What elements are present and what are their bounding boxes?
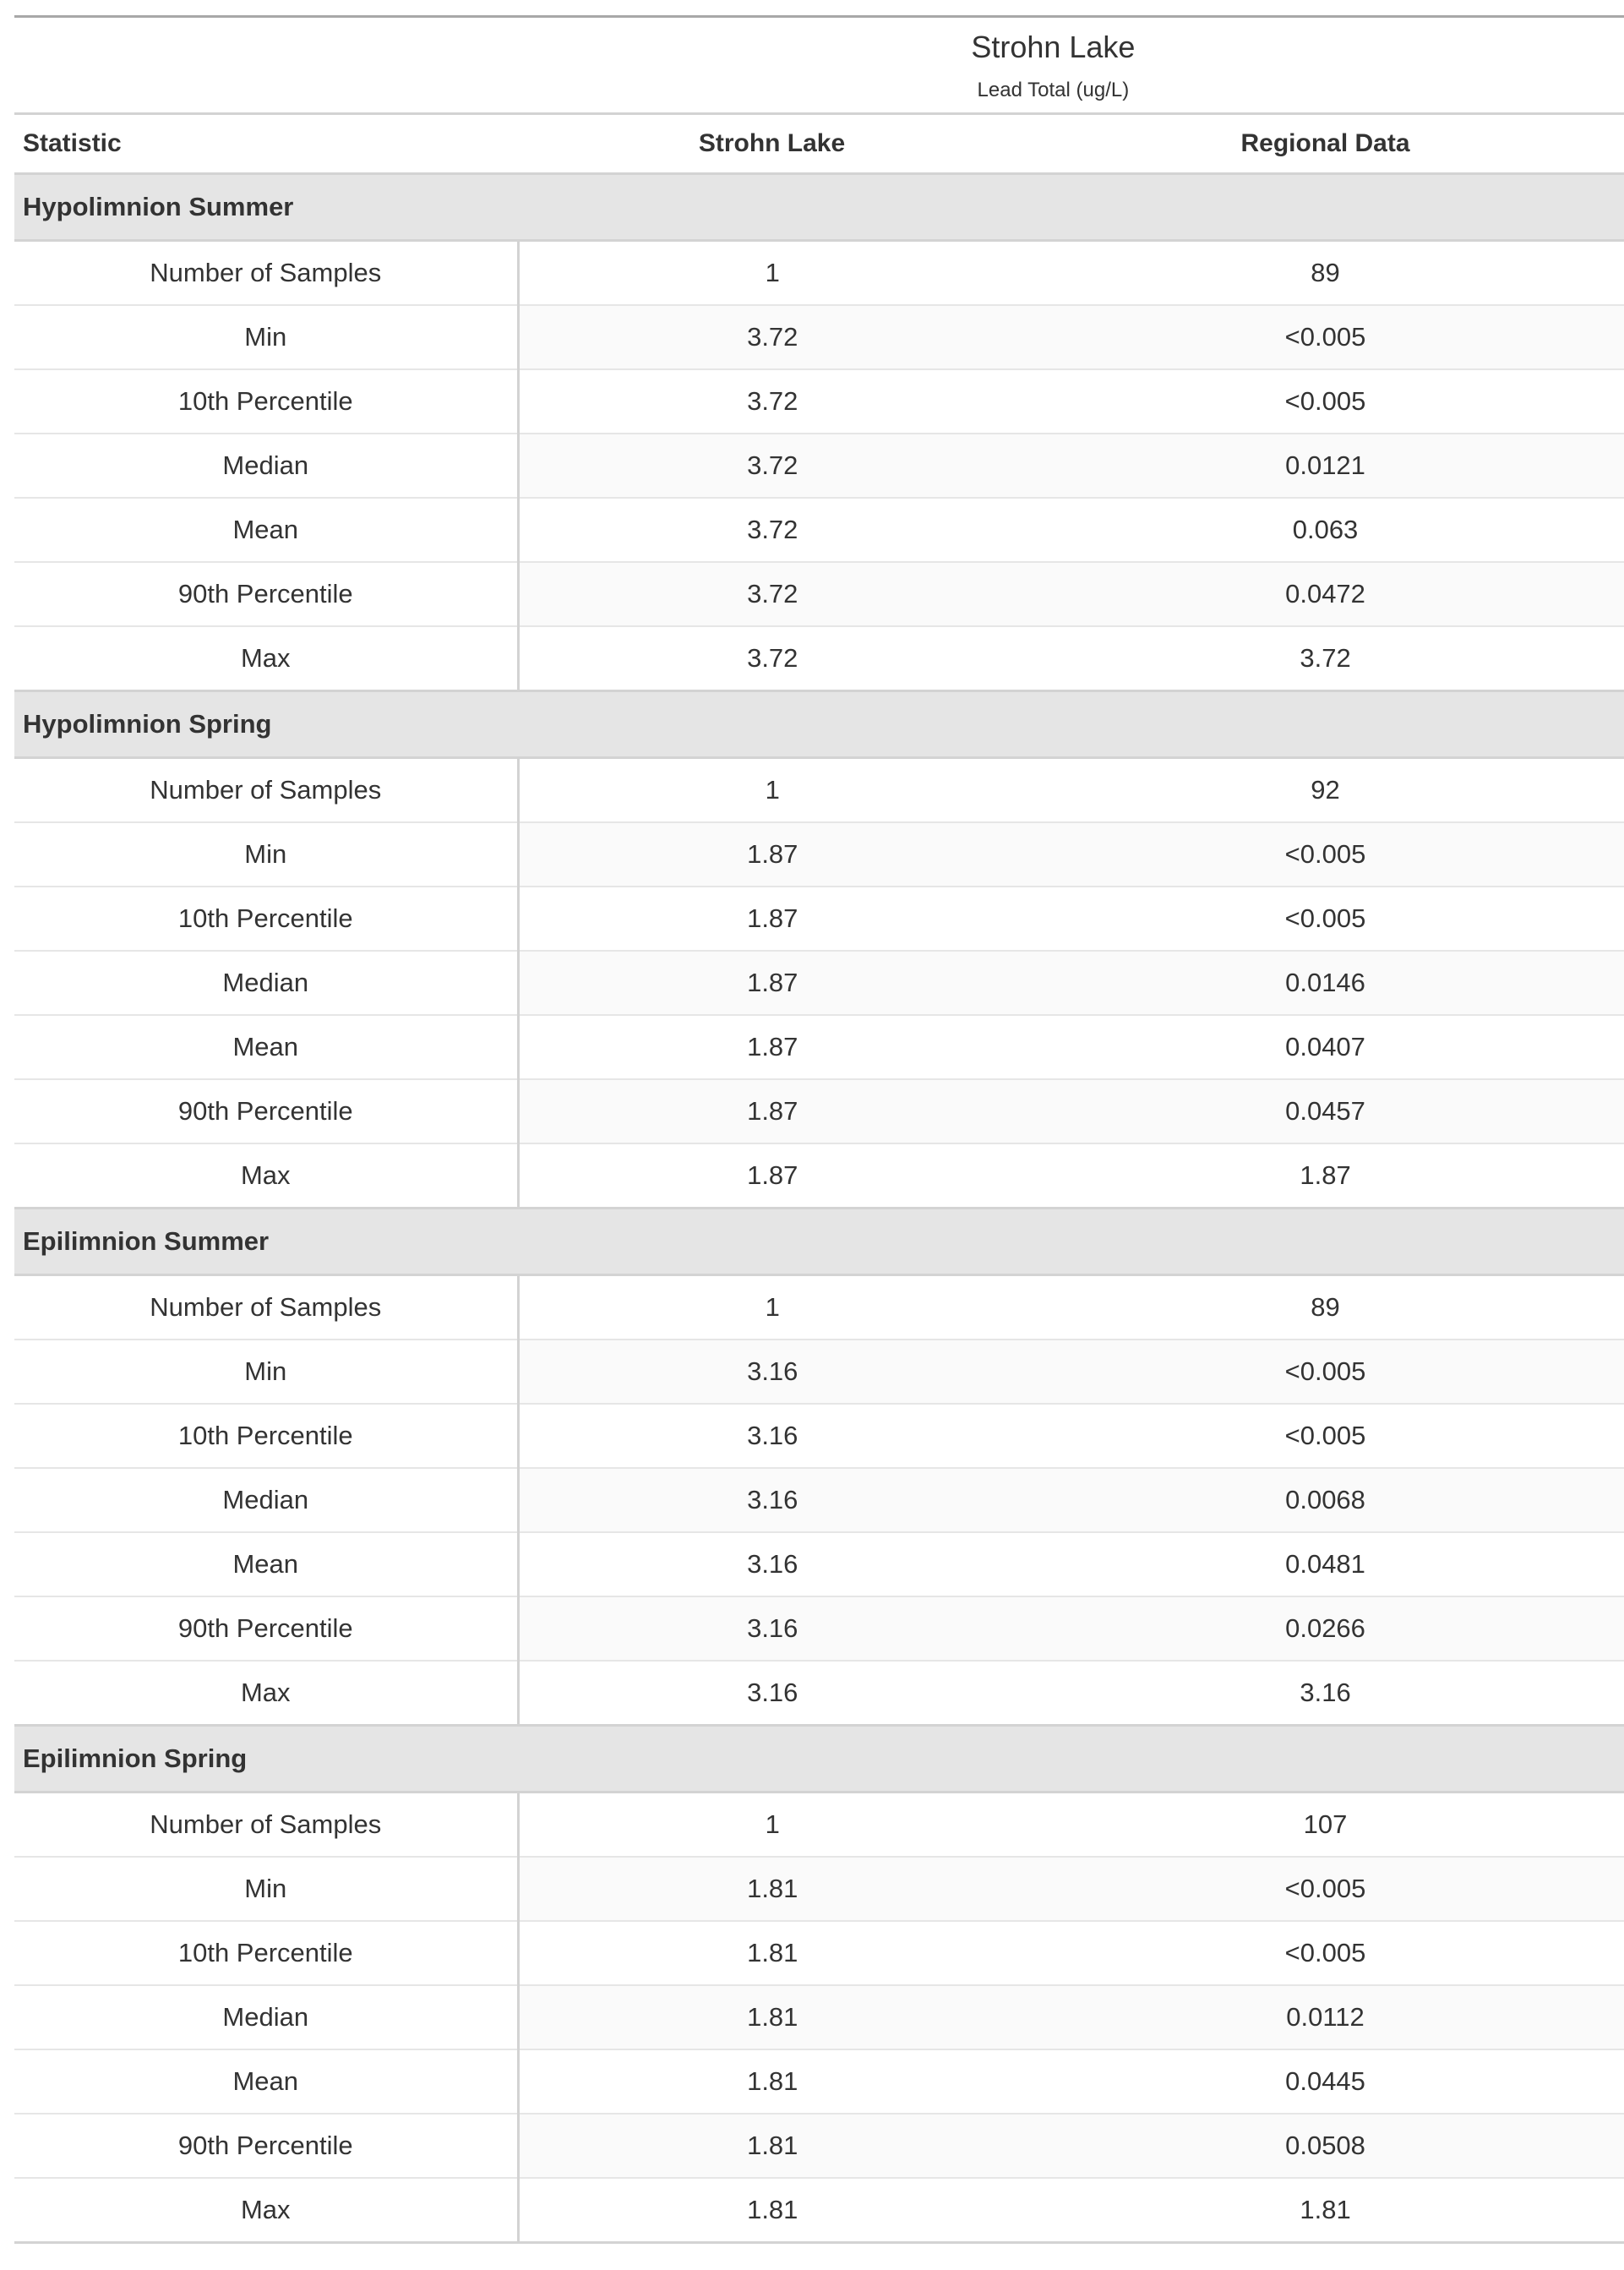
site-value-cell: 3.16 [518,1596,1026,1661]
statistic-cell: Median [14,951,518,1015]
regional-value-cell: 0.0112 [1026,1985,1624,2049]
table-row [14,1985,1624,2049]
site-value-cell: 3.72 [518,369,1026,434]
statistic-cell: 90th Percentile [14,562,518,626]
table-subtitle-cell [14,68,1624,114]
table-row [14,887,1624,951]
statistic-cell: Max [14,626,518,691]
regional-value-cell: 89 [1026,241,1624,306]
site-value-cell: 1.81 [518,2049,1026,2114]
regional-value-cell: 3.16 [1300,1678,1351,1707]
group-label: Epilimnion Spring [14,1726,1624,1793]
statistic-cell: 90th Percentile [14,1596,518,1661]
regional-value-cell: 3.72 [1300,643,1351,673]
regional-value-cell: <0.005 [1026,1857,1624,1921]
group-row [14,1209,1624,1275]
site-value-cell: 1.87 [518,951,1026,1015]
table-row [14,562,1624,626]
group-label: Hypolimnion Spring [14,691,1624,758]
table-subtitle: Lead Total (ug/L) [977,79,1130,101]
table-row [14,1921,1624,1985]
regional-value-cell: 1.81 [1300,2195,1351,2224]
site-value-cell: 1 [518,241,1026,306]
table-row [14,305,1624,369]
table-row [14,498,1624,562]
regional-value-cell: 0.0472 [1026,562,1624,626]
site-value-cell: 3.72 [518,498,1026,562]
table-row [14,1079,1624,1143]
site-value-cell: 3.16 [518,1468,1026,1532]
site-value-cell: 3.72 [518,562,1026,626]
site-value-cell: 3.72 [518,305,1026,369]
site-value-cell: 1.87 [518,822,1026,887]
regional-value-cell: <0.005 [1026,1340,1624,1404]
table-row [14,626,1624,691]
statistic-cell: Number of Samples [14,758,518,823]
table-bottom-border [14,2243,1624,2245]
site-value-cell: 3.72 [518,434,1026,498]
regional-value-cell: 0.0508 [1026,2114,1624,2178]
regional-value-cell: 1.87 [1300,1160,1351,1190]
statistic-cell: Median [14,1985,518,2049]
statistic-cell: Min [14,305,518,369]
column-header-row [14,114,1624,174]
table-head [14,17,1624,174]
regional-value-cell: 0.0457 [1026,1079,1624,1143]
statistic-cell: Max [14,1143,518,1209]
table-row [14,1340,1624,1404]
table-bottom-border-cell [14,2243,1624,2245]
regional-value-cell: <0.005 [1026,887,1624,951]
stats-table [14,15,1624,2244]
table-row [14,951,1624,1015]
statistic-cell: Max [14,2178,518,2243]
table-row [14,1661,1624,1726]
table-row [14,2178,1624,2243]
statistic-cell: 90th Percentile [14,2114,518,2178]
statistic-cell: Median [14,1468,518,1532]
regional-value-cell: 0.0121 [1026,434,1624,498]
statistic-cell: Min [14,1857,518,1921]
stats-table-container [14,15,1624,2244]
table-row [14,2049,1624,2114]
regional-value-cell: <0.005 [1026,369,1624,434]
site-value-cell: 3.16 [747,1678,798,1707]
site-value-cell: 1.87 [518,887,1026,951]
regional-value-cell: <0.005 [1026,1404,1624,1468]
statistic-cell: Min [14,1340,518,1404]
column-header-regional: Regional Data [1026,114,1624,174]
site-value-cell: 3.16 [518,1340,1026,1404]
statistic-cell: 10th Percentile [14,887,518,951]
regional-value-cell: 0.0445 [1026,2049,1624,2114]
group-row [14,691,1624,758]
statistic-cell: Min [14,822,518,887]
regional-value-cell: <0.005 [1026,822,1624,887]
site-value-cell: 1.81 [518,1985,1026,2049]
column-header-statistic: Statistic [14,114,518,174]
group-row [14,1726,1624,1793]
column-header-site: Strohn Lake [518,114,1026,174]
table-row [14,1404,1624,1468]
table-row [14,1532,1624,1596]
table-row [14,1596,1624,1661]
site-value-cell: 1.81 [518,1857,1026,1921]
regional-value-cell: 0.0146 [1026,951,1624,1015]
site-value-cell: 1.87 [518,1079,1026,1143]
table-row [14,1015,1624,1079]
regional-value-cell: 0.0481 [1026,1532,1624,1596]
regional-value-cell: <0.005 [1026,1921,1624,1985]
statistic-cell: Mean [14,2049,518,2114]
regional-value-cell: <0.005 [1026,305,1624,369]
regional-value-cell: 0.0068 [1026,1468,1624,1532]
site-value-cell: 3.72 [747,643,798,673]
statistic-cell: Max [14,1661,518,1726]
regional-value-cell: 107 [1026,1793,1624,1858]
statistic-cell: Mean [14,1015,518,1079]
statistic-cell: Number of Samples [14,1275,518,1340]
table-title: Strohn Lake [971,30,1136,64]
regional-value-cell: 0.0266 [1026,1596,1624,1661]
table-row [14,241,1624,306]
table-body [14,174,1624,2245]
site-value-cell: 1.81 [518,1921,1026,1985]
title-row [14,17,1624,69]
group-row [14,174,1624,241]
statistic-cell: Number of Samples [14,1793,518,1858]
table-row [14,1468,1624,1532]
table-row [14,369,1624,434]
table-row [14,434,1624,498]
table-row [14,822,1624,887]
table-row [14,1857,1624,1921]
table-row [14,1275,1624,1340]
table-title-cell [14,17,1624,69]
regional-value-cell: 0.0407 [1026,1015,1624,1079]
statistic-cell: 10th Percentile [14,1404,518,1468]
statistic-cell: Mean [14,498,518,562]
table-row [14,2114,1624,2178]
regional-value-cell: 89 [1026,1275,1624,1340]
statistic-cell: 10th Percentile [14,1921,518,1985]
table-row [14,1143,1624,1209]
statistic-cell: 90th Percentile [14,1079,518,1143]
regional-value-cell: 0.063 [1026,498,1624,562]
group-label: Hypolimnion Summer [14,174,1624,241]
site-value-cell: 3.16 [518,1532,1026,1596]
statistic-cell: Mean [14,1532,518,1596]
site-value-cell: 1.87 [518,1015,1026,1079]
table-row [14,1793,1624,1858]
subtitle-row [14,68,1624,114]
statistic-cell: 10th Percentile [14,369,518,434]
regional-value-cell: 92 [1026,758,1624,823]
site-value-cell: 1.87 [747,1160,798,1190]
site-value-cell: 1.81 [747,2195,798,2224]
site-value-cell: 1 [518,1275,1026,1340]
table-row [14,758,1624,823]
site-value-cell: 3.16 [518,1404,1026,1468]
group-label: Epilimnion Summer [14,1209,1624,1275]
statistic-cell: Number of Samples [14,241,518,306]
statistic-cell: Median [14,434,518,498]
site-value-cell: 1 [518,758,1026,823]
site-value-cell: 1.81 [518,2114,1026,2178]
site-value-cell: 1 [518,1793,1026,1858]
